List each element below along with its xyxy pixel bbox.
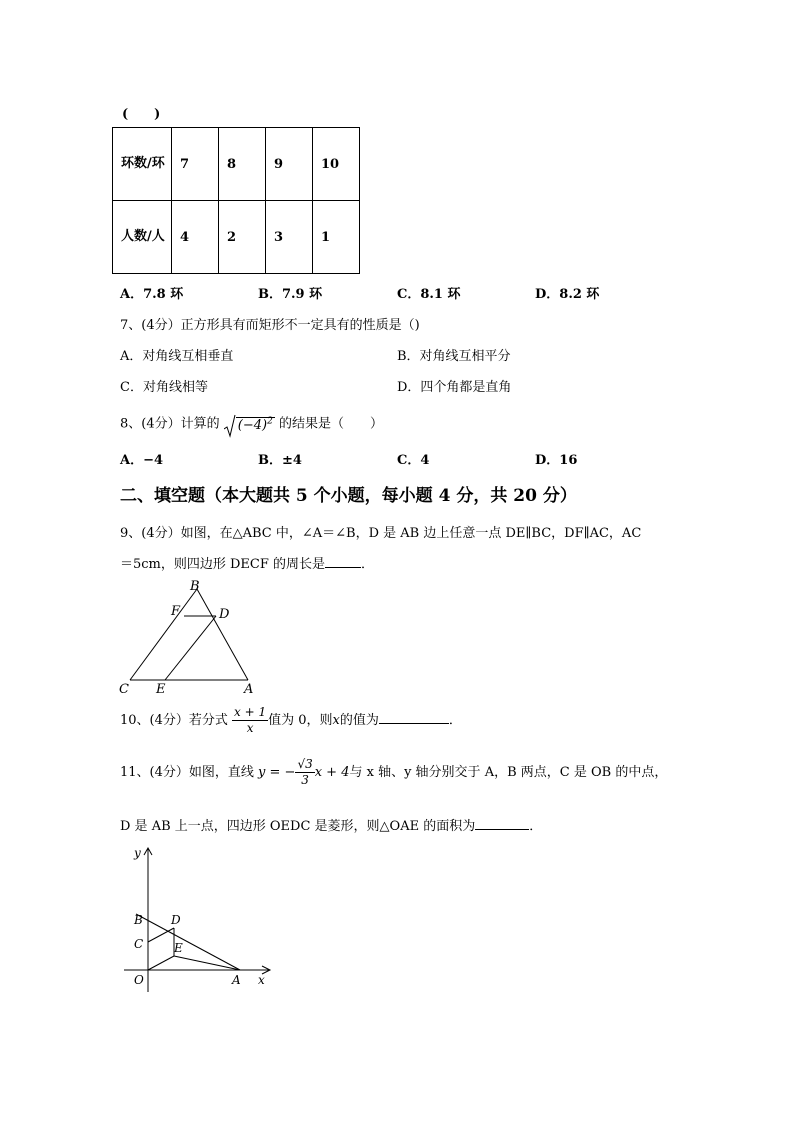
table-cell: 4 [172,201,219,274]
q6-option-b: B．7.9 环 [258,287,323,302]
label-d: D [219,607,230,622]
q11-stem [120,755,667,791]
table-cell: 7 [172,128,219,201]
q11-line2-end: ． [529,819,543,834]
segment-cb [130,589,197,680]
q8-stem-after: 的结果是（ ） [278,416,383,432]
label-e: E [156,682,166,697]
label-a: A [232,973,241,987]
label-y: y [134,846,141,860]
q8-option-c: C．4 [397,453,430,468]
sqrt-radicand [236,417,275,433]
line-ab [136,914,240,970]
label-c: C [134,937,144,951]
label-x: x [258,973,265,987]
table-cell: 9 [266,128,313,201]
section-title: 二、填空题（本大题共 5 个小题，每小题 4 分，共 20 分） [120,486,577,506]
q7-option-a: A．对角线互相垂直 [120,349,234,364]
q7-option-b: B．对角线互相平分 [397,349,511,364]
radical-sign-icon [224,414,236,438]
q9-line2-text: ＝5cm，则四边形 DECF 的周长是 [120,557,326,572]
label-b: B [190,579,200,594]
equation-y: y = − [258,765,296,780]
q6-option-d: D．8.2 环 [535,287,600,302]
q8-option-d: D．16 [535,453,578,468]
label-f: F [171,604,181,619]
equation-tail: x + 4 [314,765,350,780]
q8-stem-before: 8、(4分）计算的 [120,416,220,432]
q6-option-a: A．7.8 环 [120,287,184,302]
q9-line2 [120,553,374,572]
radicand-exponent: 2 [267,417,273,427]
table-row [113,201,360,274]
label-c: C [119,682,129,697]
answer-blank [379,711,449,724]
label-a: A [244,682,254,697]
segment-cd [148,928,174,942]
fraction-numerator: x + 1 [234,705,267,719]
fraction-denominator: x [246,721,254,735]
equation-fraction [295,757,314,788]
q10-stem-before: 10、(4分）若分式 [120,713,228,728]
coordinate-figure [124,842,284,992]
q11-stem-before: 11、(4分）如图，直线 [120,765,254,780]
label-o: O [134,973,144,987]
answer-blank [325,555,361,568]
table-header-cell: 人数/人 [113,201,172,274]
triangle-figure [112,576,272,700]
q8-option-b: B．±4 [258,453,302,468]
q8-option-a: A．−4 [120,453,164,468]
score-table [112,127,360,274]
q6-answer-bracket: ( ) [122,107,161,122]
table-cell: 1 [313,201,360,274]
label-d: D [171,913,181,927]
segment-de [165,616,216,680]
fraction [232,705,268,736]
label-e: E [174,941,183,955]
q10-stem-after: 的值为 [339,713,379,728]
table-cell: 8 [219,128,266,201]
q11-line2-text: D 是 AB 上一点，四边形 OEDC 是菱形，则△OAE 的面积为 [120,819,476,834]
q10-end: ． [448,713,462,728]
table-cell: 2 [219,201,266,274]
q10-stem [120,704,462,738]
answer-blank [475,817,529,830]
segment-ea [174,956,240,970]
segment-ba [197,589,248,680]
q9-line1: 9、(4分）如图，在△ABC 中，∠A＝∠B，D 是 AB 边上任意一点 DE∥BC，DF∥AC，AC [120,526,642,541]
equation-denominator: 3 [301,773,309,787]
q10-stem-mid: 值为 0，则 [268,713,333,728]
table-cell: 10 [313,128,360,201]
table-row [113,128,360,201]
q7-stem: 7、(4分）正方形具有而矩形不一定具有的性质是（) [120,318,420,333]
q7-option-d: D．四个角都是直角 [397,380,512,395]
q10-variable: x [332,713,340,728]
segment-eo [148,956,174,970]
q7-option-c: C．对角线相等 [120,380,208,395]
q8-stem [120,409,383,439]
equation-numerator: √3 [297,757,313,771]
sqrt-expression [224,409,275,439]
table-header-cell: 环数/环 [113,128,172,201]
radicand-text: (−4) [237,418,268,434]
label-b: B [134,913,143,927]
q11-line2 [120,815,542,834]
q9-line2-end: ． [361,557,375,572]
q6-option-c: C．8.1 环 [397,287,461,302]
table-cell: 3 [266,201,313,274]
q11-stem-after: 与 x 轴、y 轴分别交于 A，B 两点，C 是 OB 的中点， [349,765,668,780]
